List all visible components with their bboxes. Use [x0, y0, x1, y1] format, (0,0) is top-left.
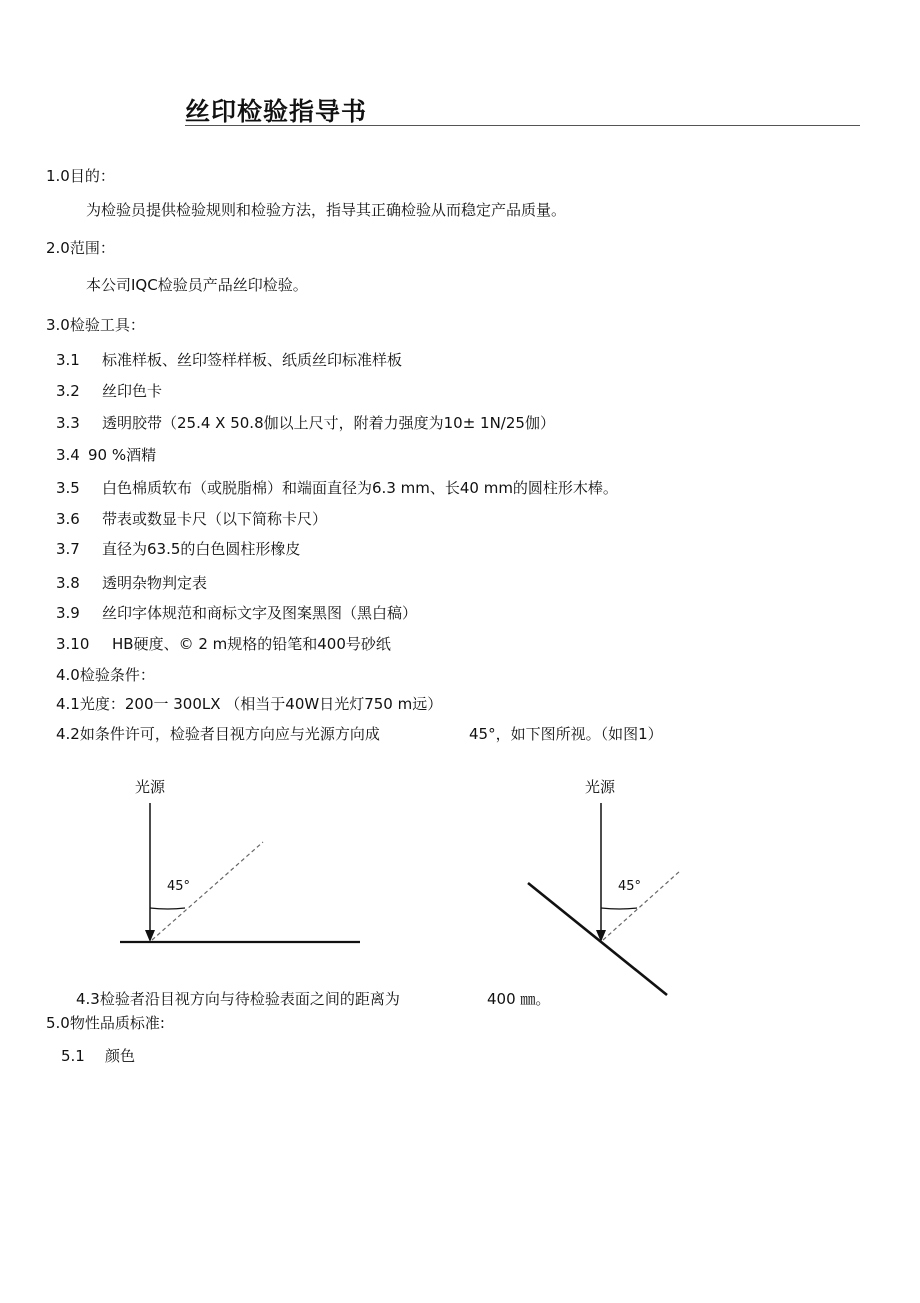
view-direction-dashed-line [603, 862, 680, 940]
tool-item [56, 539, 300, 559]
section-1-heading: 1.0目的： [46, 167, 115, 185]
page-title: 丝印检验指导书 [185, 97, 368, 126]
figure-left [110, 770, 370, 955]
tool-num: 3.9 [56, 604, 80, 622]
section-4-heading: 4.0检验条件： [56, 666, 155, 684]
tool-text: 白色棉质软布（或脱脂棉）和端面直径为6.3 mm、长40 mm的圆柱形木棒。 [102, 479, 618, 497]
tool-text: 丝印字体规范和商标文字及图案黑图（黑白稿） [102, 604, 418, 622]
tool-num: 3.8 [56, 574, 80, 592]
angle-arc [601, 908, 637, 909]
tool-text: 透明杂物判定表 [102, 574, 208, 592]
tool-item [56, 634, 391, 654]
tool-num: 3.10 [56, 635, 90, 653]
tool-num: 3.2 [56, 382, 80, 400]
tool-num: 3.1 [56, 351, 80, 369]
tool-item [56, 509, 327, 529]
quality-num: 5.1 [61, 1047, 85, 1065]
tool-item [56, 350, 402, 370]
section-1-text: 为检验员提供检验规则和检验方法，指导其正确检验从而稳定产品质量。 [86, 201, 567, 219]
inclined-surface-line [528, 883, 667, 995]
tool-text: 透明胶带（25.4 X 50.8伽以上尺寸，附着力强度为10± 1N/25伽） [102, 414, 555, 432]
quality-text: 颜色 [105, 1047, 136, 1065]
tool-num: 3.4 [56, 446, 80, 464]
tool-item [56, 603, 417, 623]
quality-item [61, 1046, 135, 1066]
tool-num: 3.7 [56, 540, 80, 558]
condition-4-3b: 400 ㎜。 [487, 990, 551, 1008]
tool-num: 3.3 [56, 414, 80, 432]
condition-4-2b: 45°，如下图所视。（如图1） [469, 725, 663, 743]
angle-label: 45° [618, 879, 642, 894]
tool-text: 直径为63.5的白色圆柱形橡皮 [102, 540, 301, 558]
tool-text: 90 %酒精 [88, 446, 157, 464]
light-source-label: 光源 [585, 778, 616, 796]
angle-label: 45° [167, 879, 191, 894]
tool-text: 标准样板、丝印签样样板、纸质丝印标准样板 [102, 351, 403, 369]
angle-arc [150, 908, 185, 909]
tool-num: 3.6 [56, 510, 80, 528]
section-3-heading: 3.0检验工具： [46, 316, 145, 334]
title-underline [185, 125, 860, 126]
tool-item [56, 381, 162, 401]
tool-item [56, 413, 555, 433]
tool-num: 3.5 [56, 479, 80, 497]
tool-item [56, 573, 207, 593]
tool-item [56, 478, 618, 498]
figure-right [520, 770, 680, 1005]
light-source-label: 光源 [135, 778, 166, 796]
condition-4-2a: 4.2如条件许可，检验者目视方向应与光源方向成 [56, 725, 380, 743]
tool-text: 丝印色卡 [102, 382, 163, 400]
tool-item [56, 445, 156, 465]
section-2-heading: 2.0范围： [46, 239, 115, 257]
tool-text: HB硬度、© 2 m规格的铅笔和400号砂纸 [112, 635, 391, 653]
tool-text: 带表或数显卡尺（以下简称卡尺） [102, 510, 328, 528]
section-2-text: 本公司IQC检验员产品丝印检验。 [86, 276, 308, 294]
condition-4-3a: 4.3检验者沿目视方向与待检验表面之间的距离为 [76, 990, 400, 1008]
condition-4-1: 4.1光度：200一 300LX （相当于40W日光灯750 m远） [56, 695, 443, 713]
section-5-heading: 5.0物性品质标准: [46, 1014, 165, 1032]
arrow-head-icon [145, 930, 155, 942]
